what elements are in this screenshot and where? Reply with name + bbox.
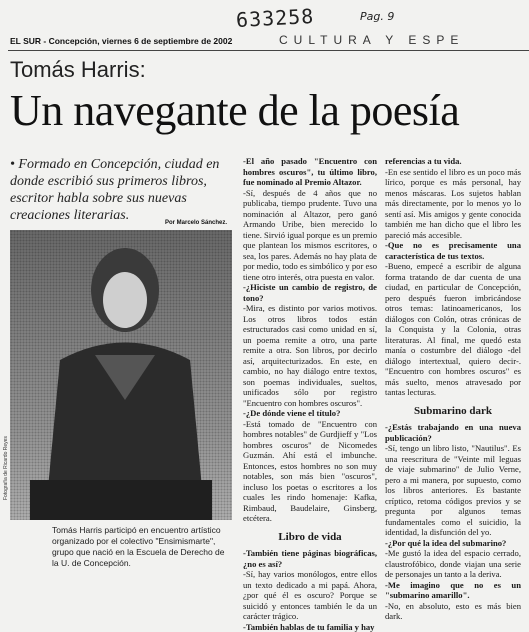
question: -¿Estás trabajando en una nueva publicación? <box>385 422 521 443</box>
answer: -Sí, hay varios monólogos, entre ellos un texto dedicado a mi papá. Ahora, ¿por qué él es oscuro? Porque se suicidó y entonces también le da un carácter trágico. <box>243 569 377 622</box>
photo-caption: Tomás Harris participó en encuentro artístico organizado por el colectivo "Ensimismarte", grupo que nació en la Escuela de Derecho de la U. de Concepción. <box>52 525 232 569</box>
column-1 <box>243 156 377 632</box>
question: -El año pasado "Encuentro con hombres oscuros", tu último libro, fue nominado al Premio Altazor. <box>243 156 377 188</box>
answer: -Me gustó la idea del espacio cerrado, claustrofóbico, donde viajan una serie de personajes un tanto a la deriva. <box>385 548 521 580</box>
question: referencias a tu vida. <box>385 156 521 167</box>
byline: Por Marcelo Sánchez. <box>165 220 227 226</box>
column-2 <box>385 156 521 622</box>
author-name: Tomás Harris: <box>10 57 146 83</box>
answer: -En ese sentido el libro es un poco más lírico, porque es más personal, hay menos máscaras. Los sujetos hablan más directamente, por lo menos yo lo sentí así. Mis amigos y gente conocida también me han dicho que el libro les pareció más accesible. <box>385 167 521 241</box>
answer: -Sí, tengo un libro listo, "Nautilus". Es una reescritura de "Veinte mil leguas de viaje submarino" de Julio Verne, pero a mi manera, por supuesto, como los libros anteriores. Es bastante críptico, retoma códigos previos y se pregunta por algunos temas fundamentales como el suicidio, la identidad, la disfunción del yo. <box>385 443 521 538</box>
question: -¿Por qué la idea del submarino? <box>385 538 521 549</box>
answer: -Está tomado de "Encuentro con hombres notables" de Gurdjieff y "Los hombres oscuros" de Nicomedes Guzmán. Ahí está el imbunche. Entonces, estos hombres no son muy notables, son más bien "oscuros", incluso los poetas o escritores a los cuales les rindo homenaje: Kafka, Rimbaud, Baudelaire, Ginsberg, etcétera. <box>243 419 377 524</box>
question: -¿Hiciste un cambio de registro, de tono? <box>243 282 377 303</box>
question: -¿De dónde viene el título? <box>243 408 377 419</box>
handwritten-number: 633258 <box>235 4 314 32</box>
answer: -Sí, después de 4 años que no publicaba, tiempo prudente. Tuvo una nominación al Altazor, pero ganó Armando Uribe, bien merecido lo tiene. Sirvió igual porque es un premio que plantean los mismos escritores, o sea, los pares. Además no hay plata de por medio, todo es simbólico y por eso tiene otro interés, otra puesta en valor. <box>243 188 377 283</box>
answer: -Mira, es distinto por varios motivos. Los otros libros todos están estructurados casi como unidad en sí, un poema remite a otro, una parte remite a otra. Son libros, por decirlo así, arquitecturizados. En este, en cambio, no hay diálogo entre textos, son poemas individuales, sueltos, unificados sólo por registro "Encuentro con hombres oscuros". <box>243 303 377 408</box>
portrait-illustration <box>10 230 232 520</box>
bullet-icon: • <box>10 157 18 172</box>
answer: -Bueno, empecé a escribir de alguna forma tratando de dar cuenta de una ciudad, en particular de Concepción, pero después fueron imbricándose otros temas: latinoamericanos, los diálogos con Colón, otras crónicas de la Conquista y la Colonia, otras literaturas. Al final, me quedó esta manía o costumbre del diálogo -del diálogo intertextual, quiero decir-. "Encuentro con hombres oscuros" es más suelto, menos atravesado por tantas lecturas. <box>385 261 521 398</box>
author-photo <box>10 230 232 520</box>
question: -También hablas de tu familia y hay <box>243 622 377 632</box>
question: -Que no es precisamente una característica de tus textos. <box>385 240 521 261</box>
handwritten-page: Pag. 9 <box>360 10 394 23</box>
masthead-date: EL SUR - Concepción, viernes 6 de septiembre de 2002 <box>10 36 232 46</box>
question: -Me imagino que no es un "submarino amarillo". <box>385 580 521 601</box>
headline: Un navegante de la poesía <box>10 85 459 136</box>
subhead-libro-de-vida: Libro de vida <box>243 532 377 543</box>
question: -También tiene páginas biográficas, ¿no es así? <box>243 548 377 569</box>
section-name: CULTURA Y ESPE <box>279 33 464 47</box>
subhead-submarino-dark: Submarino dark <box>385 406 521 417</box>
lead-paragraph: • Formado en Concepción, ciudad en donde escribió sus primeros libros, escritor habla sobre sus nuevas creaciones literarias. <box>10 156 235 224</box>
answer: -No, en absoluto, esto es más bien dark. <box>385 601 521 622</box>
photo-credit: Fotografía de Ricardo Reyes <box>3 436 9 500</box>
masthead-rule <box>8 50 529 51</box>
